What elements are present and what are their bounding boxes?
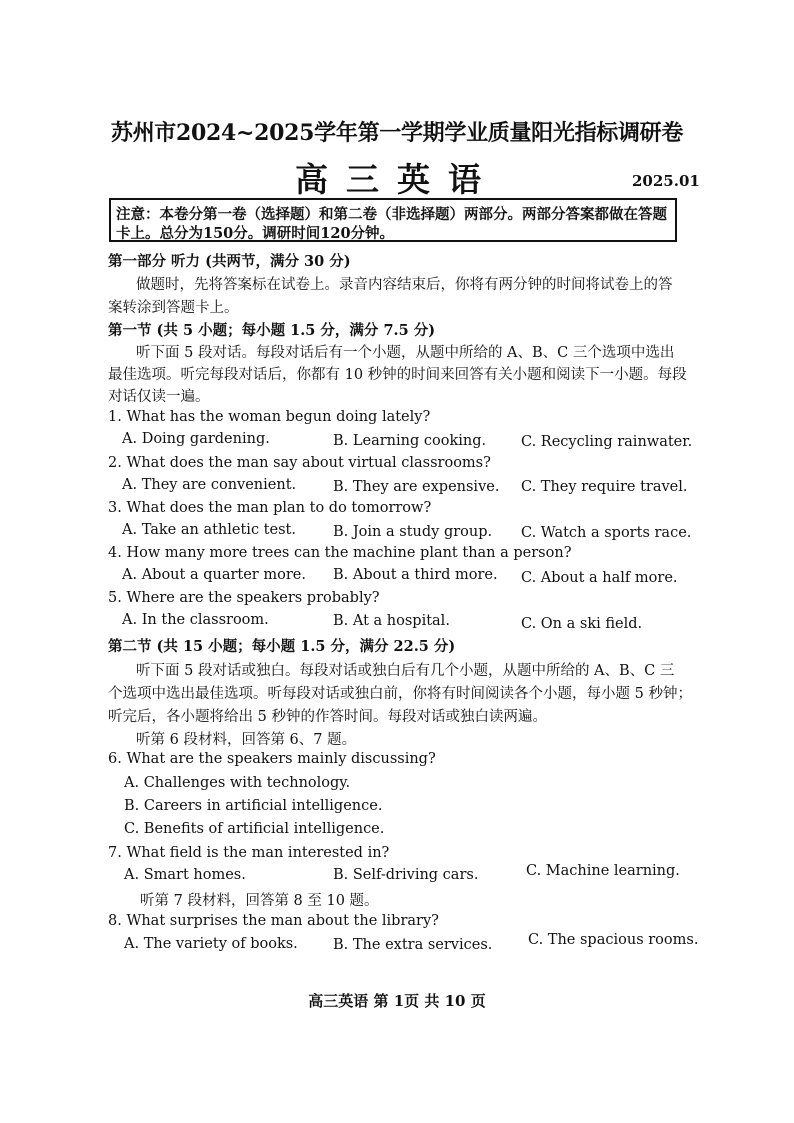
- q8-option-b: B. The extra services.: [333, 937, 493, 953]
- q5-option-a: A. In the classroom.: [122, 612, 269, 628]
- q5-option-b: B. At a hospital.: [333, 613, 450, 629]
- q1-option-b: B. Learning cooking.: [333, 433, 487, 449]
- notice-line-1: 注意：本卷分第一卷（选择题）和第二卷（非选择题）两部分。两部分答案都做在答题: [116, 206, 667, 223]
- question-1: 1. What has the woman begun doing lately?: [108, 409, 431, 425]
- page-title: 苏州市2024~2025学年第一学期学业质量阳光指标调研卷: [110, 120, 684, 146]
- question-5: 5. Where are the speakers probably?: [108, 590, 380, 606]
- q4-option-c: C. About a half more.: [521, 570, 678, 586]
- q6-option-b: B. Careers in artificial intelligence.: [124, 798, 383, 814]
- q1-option-c: C. Recycling rainwater.: [521, 434, 693, 450]
- q2-option-c: C. They require travel.: [521, 479, 688, 495]
- q8-option-c: C. The spacious rooms.: [528, 932, 699, 948]
- part1-instruction-1: 做题时，先将答案标在试卷上。录音内容结束后，你将有两分钟的时间将试卷上的答: [136, 277, 673, 293]
- q5-option-c: C. On a ski field.: [521, 616, 643, 632]
- page-footer: 高三英语 第 1页 共 10 页: [308, 992, 486, 1010]
- q7-option-a: A. Smart homes.: [124, 867, 246, 883]
- exam-date: 2025.01: [632, 172, 700, 190]
- material-6-note: 听第 6 段材料，回答第 6、7 题。: [136, 732, 357, 748]
- section2-instruction-1: 听下面 5 段对话或独白。每段对话或独白后有几个小题，从题中所给的 A、B、C 三: [136, 663, 675, 679]
- q3-option-b: B. Join a study group.: [333, 524, 493, 540]
- subject-title: 高三英语: [295, 160, 499, 199]
- section2-heading: 第二节 (共 15 小题；每小题 1.5 分，满分 22.5 分): [108, 638, 456, 655]
- material-7-note: 听第 7 段材料，回答第 8 至 10 题。: [140, 893, 379, 909]
- q3-option-c: C. Watch a sports race.: [521, 525, 692, 541]
- q4-option-a: A. About a quarter more.: [122, 567, 306, 583]
- section1-instruction-3: 对话仅读一遍。: [108, 389, 210, 405]
- q6-option-c: C. Benefits of artificial intelligence.: [124, 821, 385, 837]
- q3-option-a: A. Take an athletic test.: [122, 522, 296, 538]
- q7-option-c: C. Machine learning.: [526, 863, 680, 879]
- question-4: 4. How many more trees can the machine plant than a person?: [108, 545, 572, 561]
- section1-instruction-2: 最佳选项。听完每段对话后，你都有 10 秒钟的时间来回答有关小题和阅读下一小题。每段: [108, 367, 687, 383]
- q1-option-a: A. Doing gardening.: [122, 431, 270, 447]
- q4-option-b: B. About a third more.: [333, 567, 498, 583]
- section1-heading: 第一节 (共 5 小题；每小题 1.5 分，满分 7.5 分): [108, 322, 436, 339]
- notice-line-2: 卡上。总分为150分。调研时间120分钟。: [116, 225, 395, 242]
- q2-option-b: B. They are expensive.: [333, 479, 500, 495]
- q2-option-a: A. They are convenient.: [122, 477, 297, 493]
- section1-instruction-1: 听下面 5 段对话。每段对话后有一个小题，从题中所给的 A、B、C 三个选项中选出: [136, 345, 675, 361]
- q8-option-a: A. The variety of books.: [124, 936, 298, 952]
- question-7: 7. What field is the man interested in?: [108, 845, 390, 861]
- question-8: 8. What surprises the man about the library?: [108, 913, 439, 929]
- question-6: 6. What are the speakers mainly discussing?: [108, 751, 436, 767]
- part1-instruction-2: 案转涂到答题卡上。: [108, 300, 239, 316]
- question-2: 2. What does the man say about virtual classrooms?: [108, 455, 491, 471]
- question-3: 3. What does the man plan to do tomorrow?: [108, 500, 432, 516]
- section2-instruction-3: 听完后，各小题将给出 5 秒钟的作答时间。每段对话或独白读两遍。: [108, 709, 547, 725]
- q6-option-a: A. Challenges with technology.: [124, 775, 351, 791]
- q7-option-b: B. Self-driving cars.: [333, 867, 479, 883]
- section2-instruction-2: 个选项中选出最佳选项。听每段对话或独白前，你将有时间阅读各个小题，每小题 5 秒钟；: [108, 686, 692, 702]
- part1-heading: 第一部分 听力 (共两节，满分 30 分): [108, 253, 351, 270]
